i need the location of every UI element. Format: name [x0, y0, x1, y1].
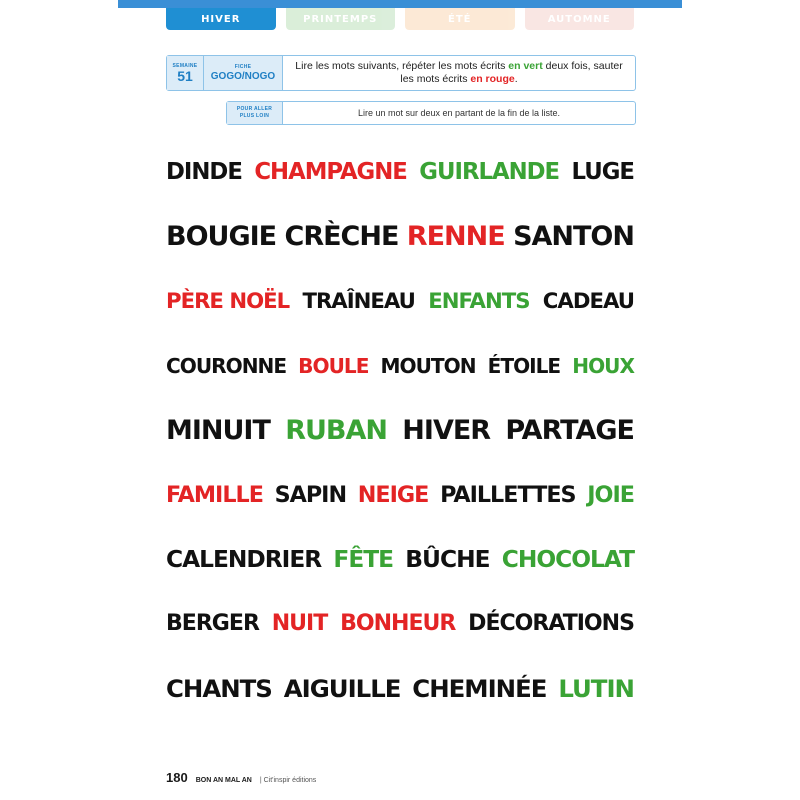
word-row: [166, 398, 634, 463]
word-row: [166, 140, 634, 205]
word-row: [166, 592, 634, 657]
week-label: SEMAINE: [172, 62, 198, 69]
word-row: [166, 656, 634, 721]
word-item: RUBAN: [285, 414, 387, 446]
go-further-box: [226, 101, 636, 125]
word-item: HOUX: [572, 353, 634, 378]
word-row: [166, 269, 634, 334]
word-item: CHOCOLAT: [501, 545, 634, 573]
footer-title: BON AN MAL AN: [195, 777, 252, 784]
word-item: ENFANTS: [428, 288, 530, 314]
word-item: ÉTOILE: [487, 353, 561, 378]
instruction-text: [283, 56, 635, 90]
word-item: LUGE: [571, 159, 634, 186]
go-further-label-line2: PLUS LOIN: [239, 113, 270, 119]
word-item: DÉCORATIONS: [468, 611, 634, 637]
instruction-red: en rouge: [470, 73, 515, 85]
tab-automne[interactable]: AUTOMNE: [525, 8, 635, 30]
instruction-part3: .: [514, 73, 518, 85]
tab-printemps[interactable]: PRINTEMPS: [286, 8, 396, 30]
top-color-band: [118, 0, 682, 8]
word-item: CHANTS: [166, 673, 272, 703]
tab-hiver[interactable]: HIVER: [166, 8, 276, 30]
word-item: MOUTON: [380, 353, 476, 378]
word-item: BERGER: [166, 611, 259, 637]
word-row: [166, 463, 634, 528]
word-item: JOIE: [587, 481, 634, 508]
instruction-box: [166, 55, 636, 91]
word-item: COURONNE: [166, 353, 287, 378]
word-item: PAILLETTES: [440, 481, 576, 508]
word-item: PÈRE NOËL: [166, 288, 290, 314]
word-item: NEIGE: [357, 481, 429, 508]
word-item: LUTIN: [558, 673, 634, 703]
season-tabs: [166, 8, 634, 30]
word-item: CHEMINÉE: [412, 673, 547, 703]
word-item: SANTON: [513, 221, 634, 253]
word-item: BONHEUR: [340, 611, 456, 637]
sheet-cell: [204, 56, 283, 90]
page-number: 180: [166, 770, 188, 785]
word-item: CADEAU: [542, 288, 634, 314]
footer-publisher: | Cit'inspir éditions: [259, 777, 317, 784]
word-row: [166, 527, 634, 592]
word-grid: [166, 140, 634, 721]
word-row: [166, 205, 634, 270]
word-item: DINDE: [166, 159, 242, 186]
go-further-label-line1: POUR ALLER: [236, 106, 273, 112]
word-item: AIGUILLE: [283, 673, 401, 703]
week-number: 51: [177, 67, 193, 84]
word-item: SAPIN: [274, 481, 347, 508]
instruction-green: en vert: [508, 60, 543, 72]
word-item: BOULE: [298, 353, 369, 378]
word-item: FÊTE: [333, 545, 394, 573]
sheet-name: GOGO/NOGO: [210, 70, 276, 82]
word-row: [166, 334, 634, 399]
word-item: GUIRLANDE: [419, 159, 560, 186]
word-item: BOUGIE: [166, 221, 277, 253]
word-item: MINUIT: [166, 414, 270, 446]
word-item: FAMILLE: [166, 481, 263, 508]
word-item: RENNE: [406, 221, 505, 253]
go-further-text: Lire un mot sur deux en partant de la fin de la liste.: [357, 107, 561, 118]
word-item: CRÈCHE: [284, 221, 399, 253]
word-item: PARTAGE: [505, 414, 634, 446]
tab-ete[interactable]: ÉTÉ: [405, 8, 515, 30]
word-item: NUIT: [271, 611, 328, 637]
go-further-cell: [227, 102, 283, 124]
word-item: CHAMPAGNE: [254, 159, 407, 186]
instruction-part1: Lire les mots suivants, répéter les mots écrits: [295, 60, 509, 72]
word-item: CALENDRIER: [166, 545, 322, 573]
word-item: BÛCHE: [405, 545, 490, 573]
footer: [166, 770, 316, 785]
week-cell: [167, 56, 204, 90]
instruction-part2: deux fois, sauter les mots écrits: [400, 60, 623, 85]
word-item: HIVER: [402, 414, 491, 446]
word-item: TRAÎNEAU: [302, 288, 415, 314]
sheet-label: FICHE: [234, 63, 252, 70]
